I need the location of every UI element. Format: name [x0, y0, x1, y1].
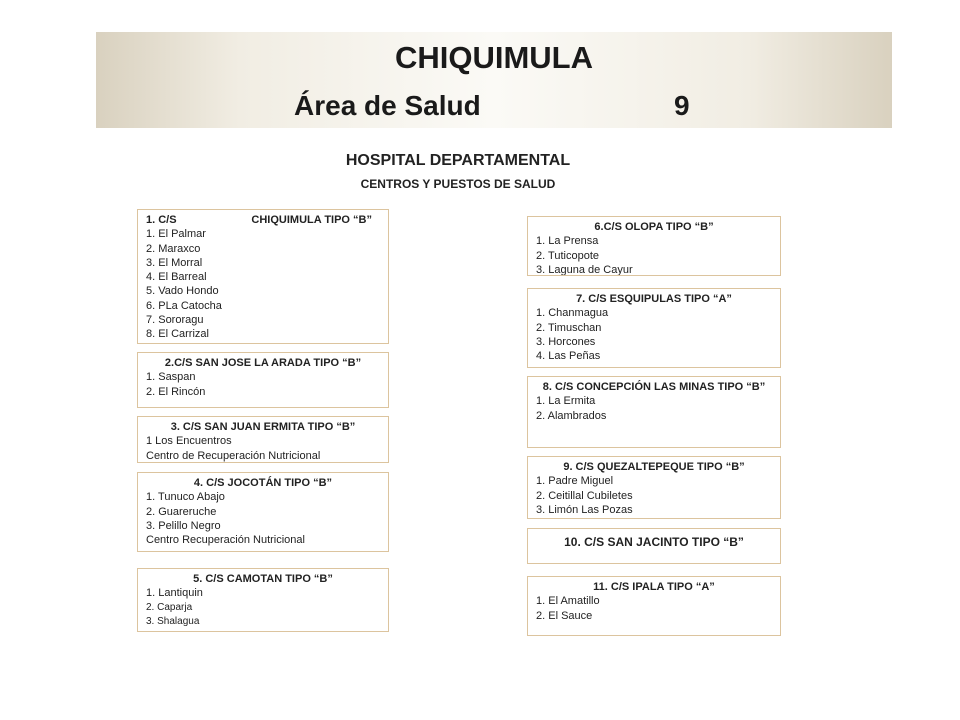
list-item: 1. Tunuco Abajo — [146, 491, 225, 504]
center-box-5 — [137, 568, 389, 632]
center-title-9: 9. C/S QUEZALTEPEQUE TIPO “B” — [563, 461, 745, 473]
center-box-9 — [527, 456, 781, 519]
list-item: 2. El Sauce — [536, 609, 593, 622]
list-item: 7. Sororagu — [146, 314, 204, 327]
header-banner — [96, 32, 892, 128]
center-title-7: 7. C/S ESQUIPULAS TIPO “A” — [576, 293, 732, 305]
center-title-8: 8. C/S CONCEPCIÓN LAS MINAS TIPO “B” — [542, 381, 766, 393]
list-item: 3. Horcones — [536, 335, 596, 348]
center-box-7 — [527, 288, 781, 368]
department-title: CHIQUIMULA — [394, 40, 594, 75]
list-item: 2. Caparja — [146, 601, 193, 613]
center-title-10: 10. C/S SAN JACINTO TIPO “B” — [564, 535, 744, 549]
center-box-6 — [527, 216, 781, 276]
centers-subheading: CENTROS Y PUESTOS DE SALUD — [360, 177, 556, 191]
list-item: 1. La Prensa — [536, 235, 599, 248]
list-item: 1 Los Encuentros — [146, 435, 232, 448]
list-item: 1. Lantiquin — [146, 587, 203, 600]
center-title-2: 2.C/S SAN JOSE LA ARADA TIPO “B” — [164, 357, 362, 369]
center-title-name: CHIQUIMULA TIPO “B” — [251, 214, 372, 226]
list-item: 2. Alambrados — [536, 409, 607, 422]
health-area-number: 9 — [674, 90, 690, 121]
center-box-1 — [137, 209, 389, 344]
list-item: 1. La Ermita — [536, 395, 596, 408]
list-item: 1. Padre Miguel — [536, 475, 614, 488]
list-item: Centro Recuperación Nutricional — [146, 534, 305, 547]
list-item: 5. Vado Hondo — [146, 285, 219, 298]
center-title-5: 5. C/S CAMOTAN TIPO “B” — [193, 573, 333, 585]
list-item: 2. Guareruche — [146, 505, 217, 518]
center-box-11 — [527, 576, 781, 636]
center-box-4 — [137, 472, 389, 552]
center-box-8 — [527, 376, 781, 448]
list-item: 1. El Palmar — [146, 228, 206, 241]
list-item: 1. Saspan — [146, 371, 196, 384]
list-item: 2. Tuticopote — [536, 249, 599, 262]
list-item: 3. Pelillo Negro — [146, 519, 221, 532]
center-title-3: 3. C/S SAN JUAN ERMITA TIPO “B” — [170, 421, 356, 433]
center-box-10 — [527, 528, 781, 564]
list-item: 3. Limón Las Pozas — [536, 503, 633, 516]
list-item: 1. Chanmagua — [536, 307, 609, 320]
list-item: 3. Laguna de Cayur — [536, 263, 633, 276]
list-item: 2. Timuschan — [536, 321, 602, 334]
center-title-11: 11. C/S IPALA TIPO “A” — [593, 581, 715, 593]
list-item: 2. Ceitillal Cubiletes — [536, 489, 633, 502]
list-item: 2. Maraxco — [146, 242, 201, 255]
list-item: 3. El Morral — [146, 256, 203, 269]
center-box-3 — [137, 416, 389, 463]
center-title-4: 4. C/S JOCOTÁN TIPO “B” — [193, 477, 333, 489]
center-box-2 — [137, 352, 389, 408]
list-item: 8. El Carrizal — [146, 328, 209, 341]
center-title-6: 6.C/S OLOPA TIPO “B” — [594, 221, 714, 233]
list-item: 4. El Barreal — [146, 271, 207, 284]
list-item: 4. Las Peñas — [536, 350, 601, 363]
center-title-prefix: 1. C/S — [146, 214, 177, 226]
list-item: 6. PLa Catocha — [146, 299, 222, 312]
health-area-label: Área de Salud — [294, 90, 481, 121]
list-item: 3. Shalagua — [146, 615, 200, 627]
hospital-heading: HOSPITAL DEPARTAMENTAL — [345, 152, 571, 169]
list-item: Centro de Recuperación Nutricional — [146, 449, 321, 462]
list-item: 2. El Rincón — [146, 385, 206, 398]
list-item: 1. El Amatillo — [536, 595, 600, 608]
center-title-1 — [146, 213, 380, 227]
